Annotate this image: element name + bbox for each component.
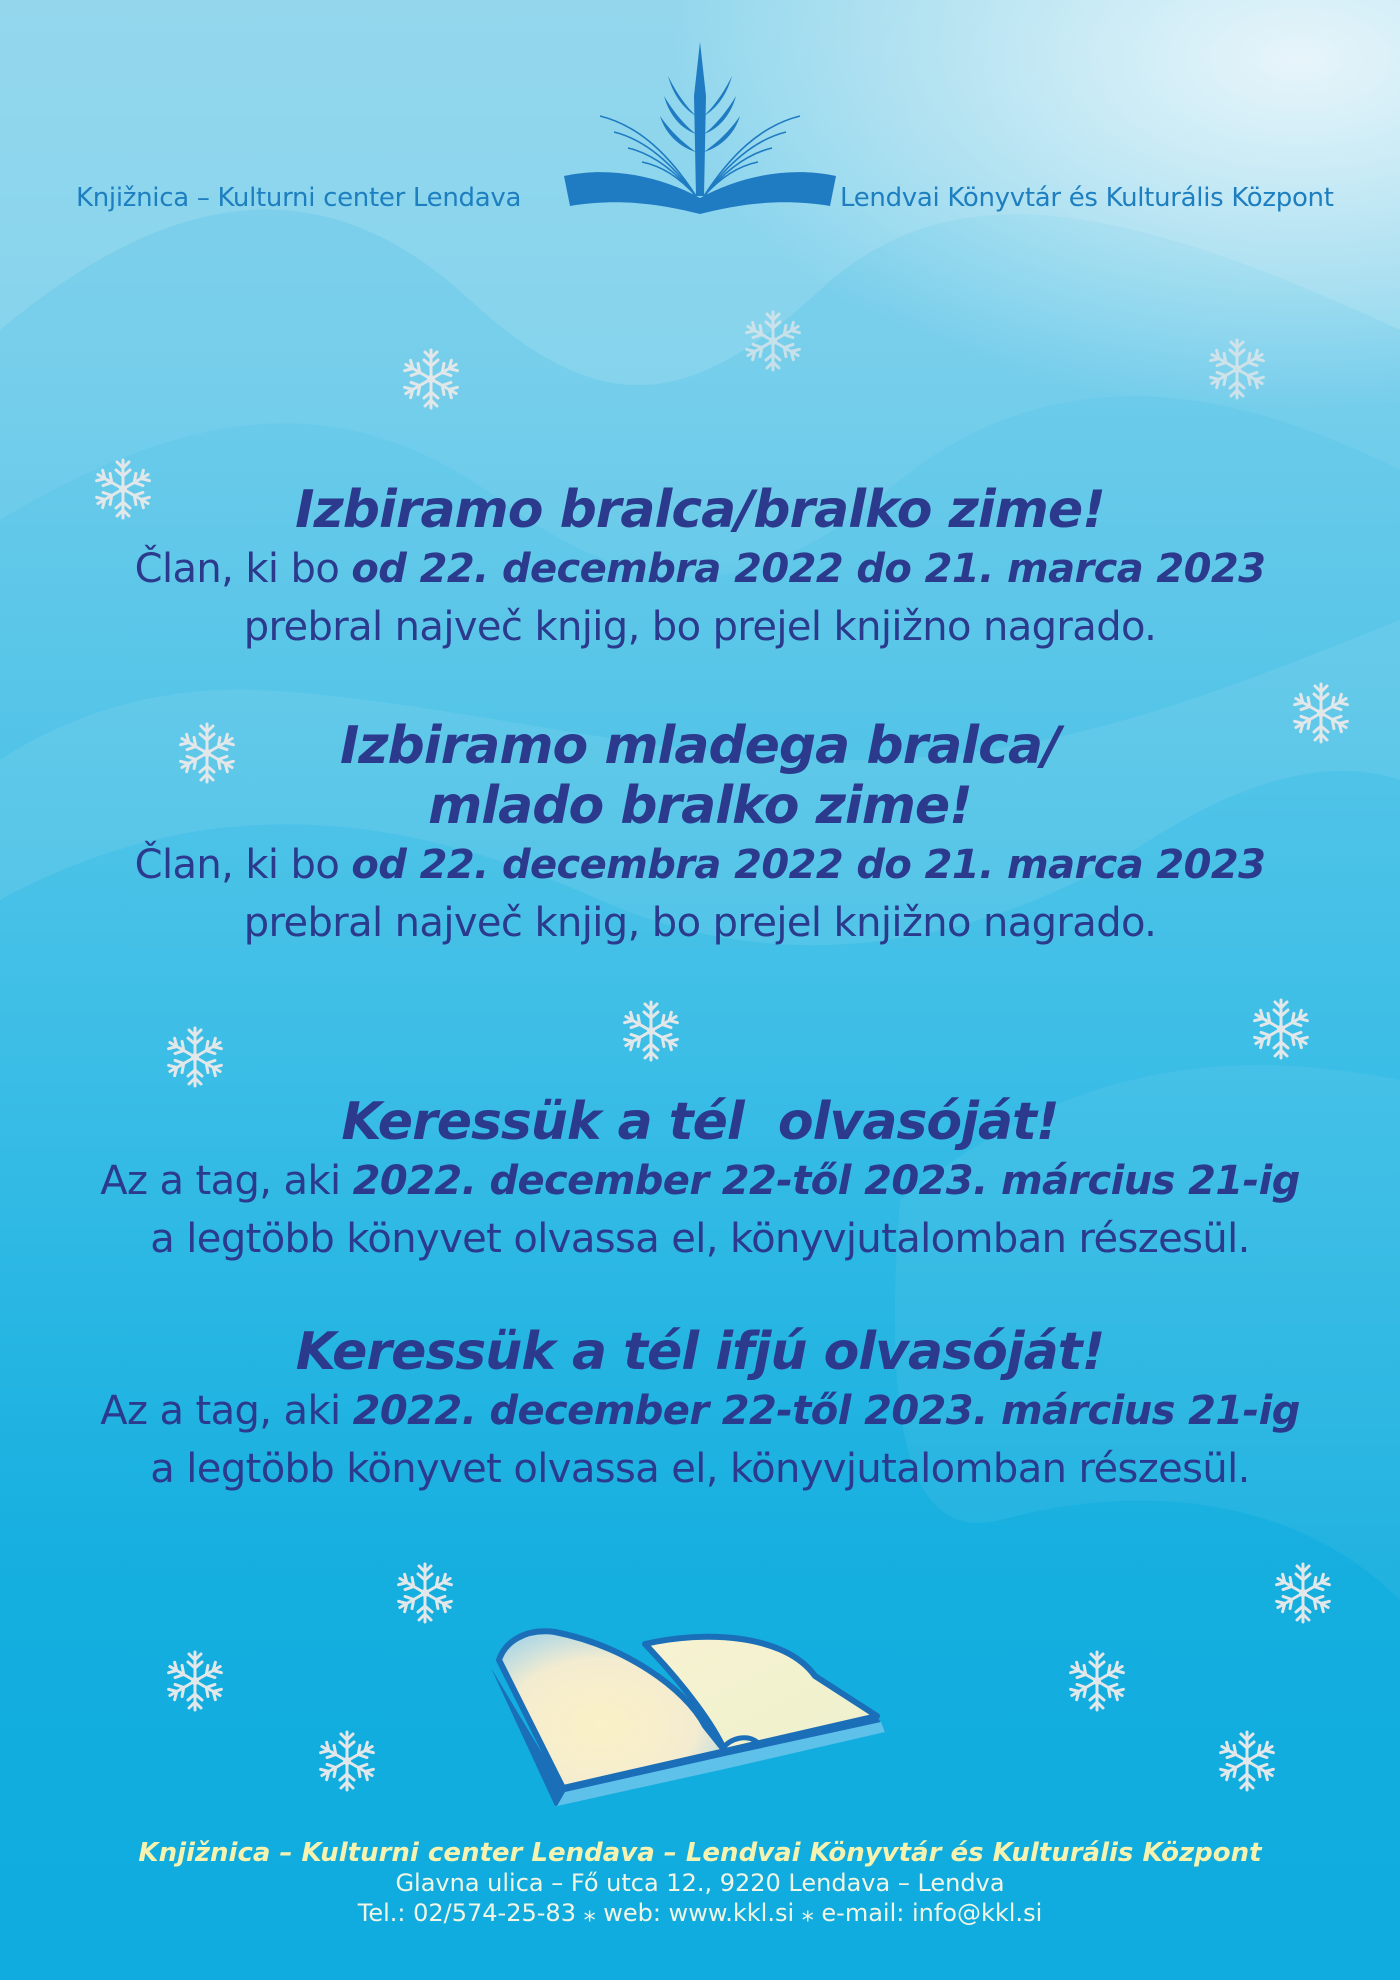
snowflake-icon bbox=[740, 308, 806, 374]
footer-address: Glavna ulica – Fő utca 12., 9220 Lendava – Lendva bbox=[395, 1869, 1005, 1897]
snowflake-icon bbox=[162, 1024, 228, 1090]
section-line1: Az a tag, aki 2022. december 22-től 2023. március 21-ig bbox=[100, 1158, 1300, 1204]
section-line2: a legtöbb könyvet olvassa el, könyvjutalomban részesül. bbox=[150, 1446, 1250, 1492]
snowflake-icon bbox=[162, 1648, 228, 1714]
section-headline: Keressük a tél ifjú olvasóját! bbox=[295, 1322, 1105, 1382]
section-line2: prebral največ knjig, bo prejel knjižno nagrado. bbox=[243, 604, 1157, 650]
snowflake-icon bbox=[618, 998, 684, 1064]
snowflake-icon bbox=[1248, 996, 1314, 1062]
section-line1: Član, ki bo od 22. decembra 2022 do 21. marca 2023 bbox=[134, 842, 1266, 888]
section-headline: Keressük a tél olvasóját! bbox=[341, 1092, 1059, 1152]
section-headline-line1: Izbiramo mladega bralca/ bbox=[339, 716, 1061, 776]
snowflake-icon bbox=[1064, 1648, 1130, 1714]
section-slovenian-adult bbox=[0, 480, 1400, 656]
section-line2: a legtöbb könyvet olvassa el, könyvjutalomban részesül. bbox=[150, 1216, 1250, 1262]
snowflake-icon bbox=[1204, 336, 1270, 402]
section-headline: Izbiramo bralca/bralko zime! bbox=[295, 480, 1105, 540]
open-book-icon bbox=[485, 1616, 895, 1816]
section-hungarian-adult bbox=[0, 1092, 1400, 1268]
snowflake-icon bbox=[314, 1728, 380, 1794]
snowflake-icon bbox=[1270, 1560, 1336, 1626]
footer bbox=[0, 1838, 1400, 1928]
section-headline-line2: mlado bralko zime! bbox=[428, 776, 972, 836]
header-left-text: Knjižnica – Kulturni center Lendava bbox=[76, 183, 522, 213]
section-hungarian-young bbox=[0, 1322, 1400, 1498]
section-line1: Član, ki bo od 22. decembra 2022 do 21. marca 2023 bbox=[134, 546, 1266, 592]
open-book-wheat-logo-icon bbox=[560, 36, 840, 216]
section-slovenian-young bbox=[0, 716, 1400, 952]
section-line2: prebral največ knjig, bo prejel knjižno nagrado. bbox=[243, 900, 1157, 946]
footer-institution-name: Knjižnica – Kulturni center Lendava – Lendvai Könyvtár és Kulturális Központ bbox=[138, 1838, 1262, 1868]
snowflake-icon bbox=[398, 346, 464, 412]
snowflake-icon bbox=[1214, 1728, 1280, 1794]
section-line1: Az a tag, aki 2022. december 22-től 2023. március 21-ig bbox=[100, 1388, 1300, 1434]
header-right-text: Lendvai Könyvtár és Kulturális Központ bbox=[840, 183, 1334, 213]
footer-contact: Tel.: 02/574-25-83 ⁎ web: www.kkl.si ⁎ e-mail: info@kkl.si bbox=[357, 1899, 1043, 1927]
snowflake-icon bbox=[392, 1560, 458, 1626]
